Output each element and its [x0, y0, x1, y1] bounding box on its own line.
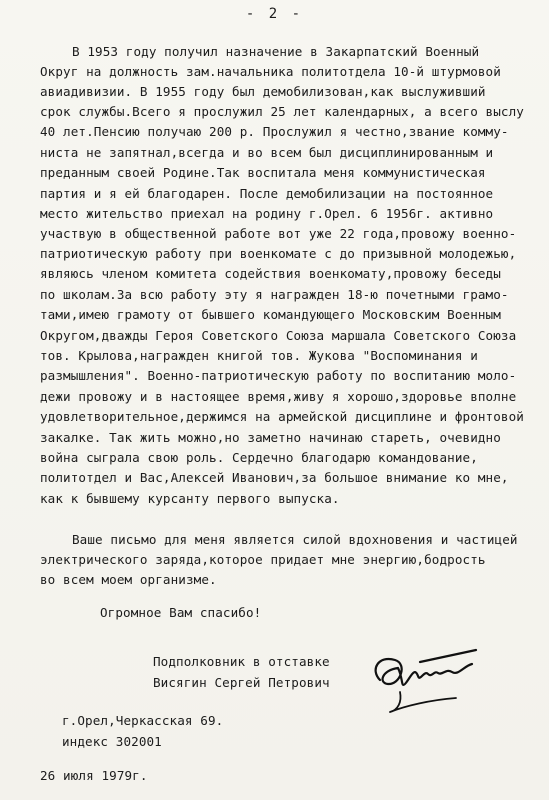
closing-line: Огромное Вам спасибо! — [100, 605, 262, 620]
body-line: по школам.За всю работу эту я награжден 18-ю почетными грамо- — [40, 287, 509, 302]
body-line: Ваше письмо для меня является силой вдохновения и частицей — [72, 532, 518, 547]
handwritten-signature — [360, 640, 490, 720]
body-line: патриотическую работу при военкомате с до призывной молодежью, — [40, 246, 517, 261]
page-number: - 2 - — [245, 6, 304, 22]
address-street: г.Орел,Черкасская 69. — [62, 713, 224, 728]
address-index: индекс 302001 — [62, 734, 162, 749]
body-line: партия и я ей благодарен. После демобилизации на постоянное — [40, 186, 494, 201]
body-line: В 1953 году получил назначение в Закарпатский Военный — [72, 44, 480, 59]
letter-date: 26 июля 1979г. — [40, 768, 148, 783]
body-line: являюсь членом комитета содействия военкомату,провожу беседы — [40, 266, 501, 281]
body-line: война сыграла свою роль. Сердечно благодарю командование, — [40, 450, 478, 465]
body-line: Округом,дважды Героя Советского Союза маршала Советского Союза — [40, 328, 517, 343]
body-line: удовлетворительное,держимся на армейской дисциплине и фронтовой — [40, 409, 524, 424]
body-line: участвую в общественной работе вот уже 22 года,провожу военно- — [40, 226, 517, 241]
body-line: авиадивизии. В 1955 году был демобилизован,как выслуживший — [40, 84, 486, 99]
body-line: место жительство приехал на родину г.Орел. 6 1956г. активно — [40, 206, 494, 221]
body-line: политотдел и Вас,Алексей Иванович,за большое внимание ко мне, — [40, 470, 509, 485]
body-line: дежи провожу и в настоящее время,живу я хорошо,здоровье вполне — [40, 389, 517, 404]
signature-name: Висягин Сергей Петрович — [153, 675, 330, 690]
body-line: размышления". Военно-патриотическую работу по воспитанию моло- — [40, 368, 517, 383]
body-line: тов. Крылова,награжден книгой тов. Жукова "Воспоминания и — [40, 348, 478, 363]
body-line: срок службы.Всего я прослужил 25 лет календарных, а всего выслу — [40, 104, 524, 119]
body-line: как к бывшему курсанту первого выпуска. — [40, 491, 340, 506]
body-line: во всем моем организме. — [40, 572, 217, 587]
body-line: 40 лет.Пенсию получаю 200 р. Прослужил я честно,звание комму- — [40, 124, 509, 139]
body-line: тами,имею грамоту от бывшего командующего Московским Военным — [40, 307, 501, 322]
body-line: ниста не запятнал,всегда и во всем был дисциплинированным и — [40, 145, 494, 160]
body-line: Округ на должность зам.начальника политотдела 10-й штурмовой — [40, 64, 501, 79]
body-line: закалке. Так жить можно,но заметно начинаю стареть, очевидно — [40, 430, 501, 445]
body-line: электрического заряда,которое придает мне энергию,бодрость — [40, 552, 486, 567]
body-line: преданным своей Родине.Так воспитала меня коммунистическая — [40, 165, 486, 180]
signature-rank: Подполковник в отставке — [153, 654, 330, 669]
